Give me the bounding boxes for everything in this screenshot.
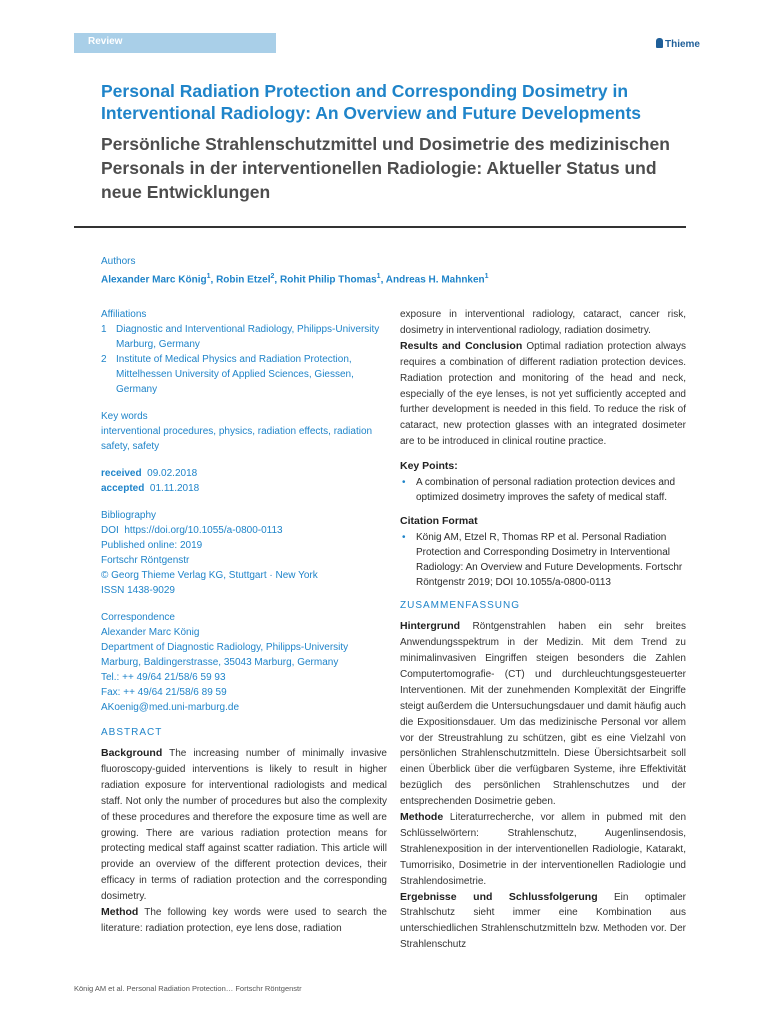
author-name[interactable]: Robin Etzel: [216, 274, 271, 286]
author-affiliation-number: 2: [270, 273, 275, 280]
author-list: [101, 269, 489, 287]
affiliation-text: Diagnostic and Interventional Radiology, Philipps-University Marburg, Germany: [116, 324, 380, 350]
correspondence-heading: Correspondence: [101, 612, 175, 623]
hintergrund-text: Röntgenstrahlen haben ein sehr breites Anwendungsspektrum in der Medizin. Mit dem Trend zu minimalinvasiven Eingriffen steigen besonders die Zahlen Computertomografie- (CT) und durchleuchtungsgesteuerter Interventionen. Mit der zunehmenden Komplexität der Eingriffe steigt außerdem die Untersuchungsdauer und damit häufig auch die Expositionsdauer. Um das medizinische Personal vor allem vor der Streustrahlung zu schützen, gibt es eine Vielzahl von persönlichen Strahlenschutzmitteln. Diese Übersichtsarbeit soll einen Überblick über die verfügbaren Systeme, ihre Effektivität bezüglich des persönlichen Strahlenschutzes und der entsprechenden Dosimetrie geben.: [400, 621, 686, 808]
right-column: [400, 307, 686, 953]
published-date: Published online: 2019: [101, 540, 203, 551]
affiliation-item: [101, 352, 387, 397]
author-separator: ,: [210, 274, 217, 286]
zusammenfassung-methode: [400, 810, 686, 890]
doi-label: DOI: [101, 525, 119, 536]
publisher-name: Thieme: [664, 39, 700, 50]
abstract-results: [400, 339, 686, 450]
bibliography-block: [101, 508, 387, 598]
abstract-method: [101, 905, 387, 937]
correspondence-name: Alexander Marc König: [101, 627, 200, 638]
publisher-logo: [656, 38, 700, 50]
methode-label: Methode: [400, 811, 444, 824]
citation-text: König AM, Etzel R, Thomas RP et al. Personal Radiation Protection and Corresponding Dosimetry in Interventional Radiology: An Overview and Future Developments. Fortschr Röntgenstr 2019; DOI 10.1055/a-0800-0113: [416, 532, 683, 589]
title-divider: [74, 226, 686, 228]
title-english: Personal Radiation Protection and Corresponding Dosimetry in Interventional Radiology: An Overview and Future Developments: [101, 81, 642, 123]
issn-text: ISSN 1438-9029: [101, 585, 175, 596]
accepted-label: accepted: [101, 483, 145, 494]
correspondence-address: Department of Diagnostic Radiology, Philipps-University Marburg, Baldingerstrasse, 35043 Marburg, Germany: [101, 642, 349, 668]
hintergrund-label: Hintergrund: [400, 620, 461, 633]
dates-block: [101, 466, 387, 496]
author-name[interactable]: Andreas H. Mahnken: [385, 274, 485, 286]
author-separator: ,: [274, 274, 280, 286]
author-name[interactable]: Rohit Philip Thomas: [279, 274, 377, 286]
affiliation-item: [101, 322, 387, 352]
zusammenfassung-ergebnisse: [400, 890, 686, 954]
author-name[interactable]: Alexander Marc König: [101, 274, 207, 286]
method-label: Method: [101, 906, 139, 919]
bibliography-heading: Bibliography: [101, 510, 157, 521]
zusammenfassung-heading: ZUSAMMENFASSUNG: [400, 600, 521, 612]
keywords-heading: Key words: [101, 411, 148, 422]
abstract-background: [101, 746, 387, 905]
method-text: The following key words were used to search the literature: radiation protection, eye lens dose, radiation: [101, 907, 387, 934]
author-affiliation-number: 1: [206, 273, 211, 280]
copyright-text: © Georg Thieme Verlag KG, Stuttgart · New York: [101, 570, 318, 581]
citation-heading: Citation Format: [400, 515, 478, 528]
key-points-heading: Key Points:: [400, 460, 458, 473]
results-text: Optimal radiation protection always requires a combination of different radiation protection devices. Radiation protection and monitoring of the head and neck, especially of the eye lenses, is not yet sufficiently accepted and further development is needed in this field. To reduce the risk of cataract, new protection glasses with an integrated dosimeter are to be introduced in clinical routine practice.: [400, 340, 686, 448]
page-footer: König AM et al. Personal Radiation Protection… Fortschr Röntgenstr: [74, 984, 302, 993]
correspondence-email[interactable]: AKoenig@med.uni-marburg.de: [101, 702, 240, 713]
correspondence-block: [101, 610, 387, 715]
keywords-text: interventional procedures, physics, radiation effects, radiation safety, safety: [101, 426, 373, 452]
thieme-logo-icon: [656, 38, 663, 48]
results-label: Results and Conclusion: [400, 339, 523, 352]
left-column: [101, 307, 387, 937]
received-label: received: [101, 468, 142, 479]
article-type-banner: [74, 33, 276, 53]
bullet-icon: •: [402, 477, 406, 489]
author-separator: ,: [380, 274, 386, 286]
author-affiliation-number: 1: [376, 273, 381, 280]
ergebnisse-text: Ein optimaler Strahlschutz sieht immer eine Kombination aus unterschiedlichen Strahlenschutzmitteln bzw. Methoden vor. Der Strahlenschutz: [400, 891, 686, 951]
key-point-item: [400, 475, 686, 505]
citation-item: [400, 530, 686, 590]
key-point-text: A combination of personal radiation protection devices and optimized dosimetry improves the safety of medical staff.: [416, 477, 676, 504]
author-affiliation-number: 1: [484, 273, 489, 280]
abstract-heading: ABSTRACT: [101, 727, 163, 738]
background-label: Background: [101, 747, 163, 759]
authors-heading: Authors: [101, 256, 136, 267]
journal-name: Fortschr Röntgenstr: [101, 555, 190, 566]
bullet-icon: •: [402, 532, 406, 544]
abstract-method-continued: exposure in interventional radiology, cataract, cancer risk, dosimetry in interventional radiology, radiation dosimetry.: [400, 309, 686, 336]
affiliation-text: Institute of Medical Physics and Radiation Protection, Mittelhessen University of Applied Sciences, Giessen, Germany: [116, 354, 354, 395]
methode-text: Literaturrecherche, vor allem in pubmed mit den Schlüsselwörtern: Strahlenschutz, Augenlinsendosis, Strahlenexposition in der interventionellen Radiologie, Katarakt, Tumorrisiko, Dosimetrie in der interventionellen Radiologie und Strahlendosimetrie.: [400, 812, 687, 887]
accepted-date: 01.11.2018: [149, 483, 200, 494]
article-type-label: Review: [88, 36, 123, 47]
received-date: 09.02.2018: [147, 468, 198, 479]
zusammenfassung-hintergrund: [400, 619, 686, 810]
keywords-block: [101, 409, 387, 454]
affiliation-number: 2: [101, 354, 107, 365]
doi-link[interactable]: https://doi.org/10.1055/a-0800-0113: [124, 525, 283, 536]
correspondence-phone: Tel.: ++ 49/64 21/58/6 59 93: [101, 672, 226, 683]
correspondence-fax: Fax: ++ 49/64 21/58/6 89 59: [101, 687, 227, 698]
affiliation-number: 1: [101, 324, 107, 335]
title-german: Persönliche Strahlenschutzmittel und Dosimetrie des medizinischen Personals in der interventionellen Radiologie: Aktueller Status und neue Entwicklungen: [101, 134, 670, 202]
affiliations-heading: Affiliations: [101, 309, 147, 320]
background-text: The increasing number of minimally invasive fluoroscopy-guided interventions is likely to result in higher radiation exposure for interventional radiologists and medical staff. Not only the number of procedures but also the complexity of these procedures and therefore the exposure time as well are growing. There are various radiation protection means for protecting medical staff against scatter radiation. This article will provide an overview of the different protection devices, their efficacy in terms of radiation protection and the corresponding dosimetry.: [101, 748, 387, 903]
ergebnisse-label: Ergebnisse und Schlussfolgerung: [400, 890, 598, 903]
affiliations-block: [101, 307, 387, 397]
